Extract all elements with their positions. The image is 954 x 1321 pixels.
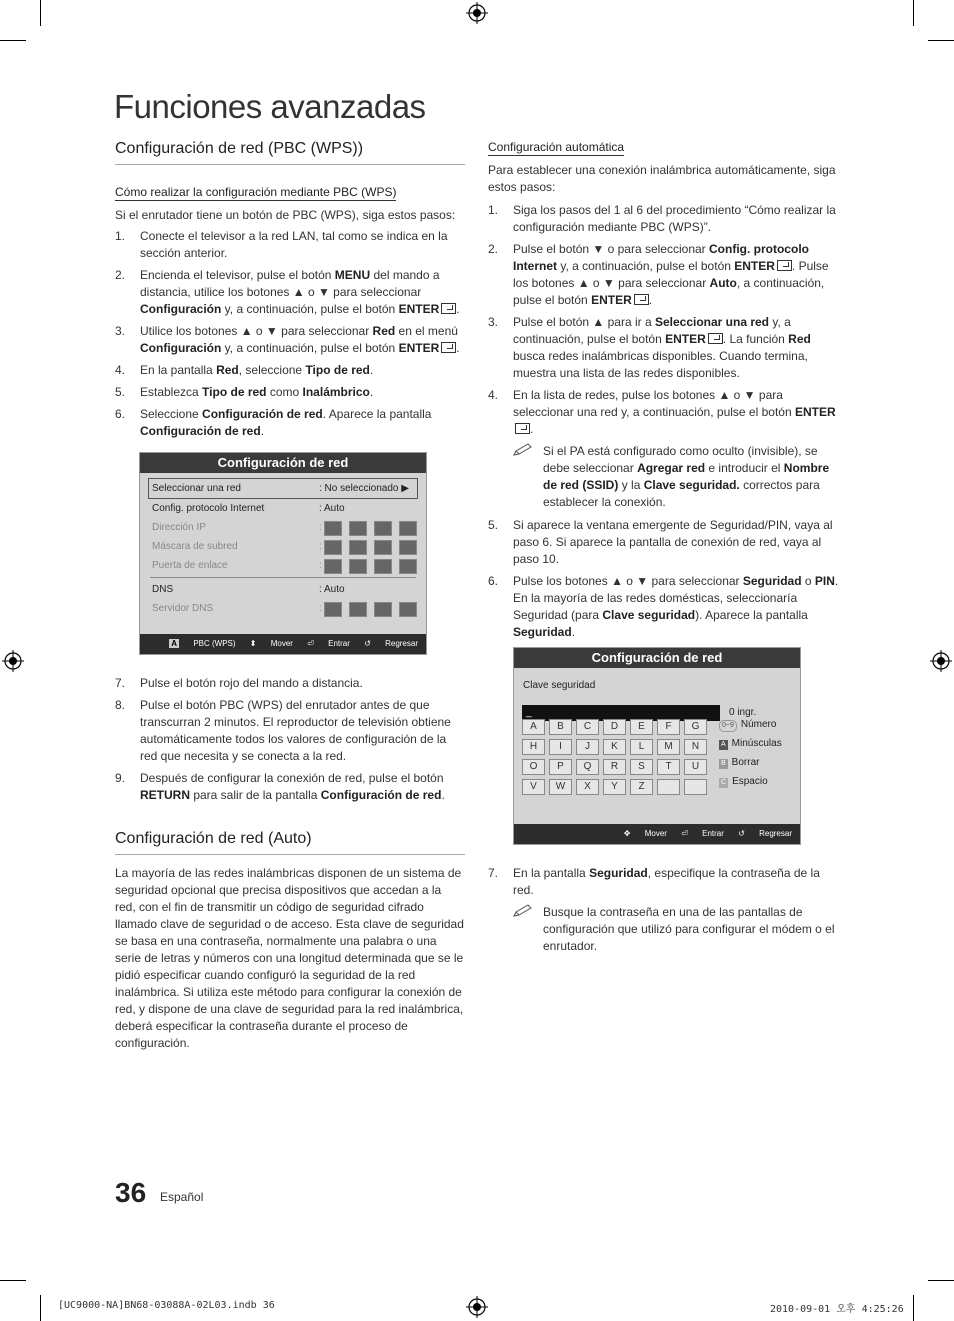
step-number: 2. (115, 268, 126, 282)
onscreen-keyboard (522, 719, 722, 799)
keyboard-key[interactable]: X (576, 779, 599, 795)
enter-label: Entrar (702, 829, 724, 838)
step-number: 7. (115, 676, 126, 690)
osd-footer (514, 824, 800, 844)
crop-mark (913, 0, 914, 26)
step-number: 5. (488, 518, 499, 532)
enter-hint: ⏎ Entrar (307, 639, 350, 648)
step-item (488, 865, 840, 899)
option-label: Minúsculas (731, 738, 782, 749)
note-pencil-icon (513, 904, 533, 918)
osd-row-label: Seleccionar una red (152, 483, 241, 494)
ip-octet-boxes (324, 602, 424, 624)
a-button-icon: A (721, 741, 726, 748)
keyboard-key[interactable]: G (684, 719, 707, 735)
step-item (115, 228, 465, 262)
keyboard-key[interactable]: D (603, 719, 626, 735)
intro-text: Para establecer una conexión inalámbrica automáticamente, siga estos pasos: (488, 163, 836, 194)
step-item (115, 770, 465, 804)
keyboard-key[interactable]: W (549, 779, 572, 795)
step-number: 3. (115, 324, 126, 338)
step-text: Conecte el televisor a la red LAN, tal como se indica en la sección anterior. (140, 229, 448, 260)
step-text: Utilice los botones ▲ o ▼ para seleccionar Red en el menú Configuración y, a continuación, pulse el botón ENTER . (140, 324, 460, 355)
keyboard-key[interactable]: I (549, 739, 572, 755)
step-text: Seleccione Configuración de red. Aparece la pantalla Configuración de red. (140, 407, 432, 438)
steps-list (488, 865, 840, 899)
intro-text: Si el enrutador tiene un botón de PBC (WPS), siga estos pasos: (115, 208, 456, 222)
subhead-auto-config: Configuración automática (488, 140, 625, 154)
step-text: Establezca Tipo de red como Inalámbrico. (140, 385, 374, 399)
page-title: Funciones avanzadas (114, 88, 426, 125)
keyboard-key[interactable]: T (657, 759, 680, 775)
option-label: Espacio (732, 776, 768, 787)
numbers-tag-icon: 0~9 (719, 720, 737, 732)
step-number: 1. (488, 203, 499, 217)
crop-mark (928, 1280, 954, 1281)
option-delete[interactable] (719, 753, 782, 772)
osd-row-value: : (319, 560, 322, 571)
step-text: Si aparece la ventana emergente de Seguridad/PIN, vaya al paso 6. Si aparece la pantalla de conexión de red, vaya al paso 10. (513, 518, 833, 566)
step-text: Pulse los botones ▲ o ▼ para seleccionar Seguridad o PIN. En la mayoría de las redes domésticas, seleccionaría Seguridad (para Clave seguridad). Aparece la pantalla Seguridad. (513, 574, 839, 639)
pbc-label: PBC (WPS) (193, 639, 236, 648)
keyboard-key[interactable] (684, 779, 707, 795)
registration-mark-icon (466, 2, 488, 24)
step-text: En la lista de redes, pulse los botones ▲ o ▼ para seleccionar una red y, a continuación, pulse el botón ENTER. (513, 388, 836, 436)
osd-row-label: Config. protocolo Internet (152, 503, 265, 514)
keyboard-key[interactable]: L (630, 739, 653, 755)
keyboard-key[interactable]: R (603, 759, 626, 775)
step-text: Pulse el botón ▼ o para seleccionar Config. protocolo Internet y, a continuación, pulse el botón ENTER . Pulse los botones ▲ o ▼ para seleccionar Auto, a continuación, pulse el botón ENTER . (513, 242, 829, 307)
security-key-label: Clave seguridad (523, 680, 596, 691)
step-item (115, 697, 465, 765)
step-item (115, 362, 465, 379)
osd-footer (140, 634, 426, 654)
registration-mark-icon (2, 650, 24, 672)
keyboard-options (719, 715, 782, 791)
step-item (115, 675, 465, 692)
step-item (115, 406, 465, 440)
move-label: Mover (644, 829, 667, 838)
step-text: Pulse el botón ▲ para ir a Seleccionar una red y, a continuación, pulse el botón ENTER . La función Red busca redes inalámbricas disponibles. Cuando termina, muestra una lista de las redes disponibles. (513, 315, 811, 380)
step-item (488, 202, 840, 236)
osd-row-label: Dirección IP (152, 522, 206, 533)
osd-row-select-network[interactable] (148, 478, 418, 499)
osd-security-key (513, 647, 801, 845)
osd-row-value: : (319, 603, 322, 614)
registration-mark-icon (466, 1296, 488, 1318)
step-text: Pulse el botón rojo del mando a distancia. (140, 676, 363, 690)
crop-mark (40, 0, 41, 26)
print-slug-right: 2010-09-01 오후 4:25:26 (770, 1304, 904, 1315)
crop-mark (913, 1295, 914, 1321)
security-key-input[interactable]: _ (522, 705, 720, 721)
osd-row-value: : No seleccionado ▶ (319, 483, 409, 494)
keyboard-key[interactable]: C (576, 719, 599, 735)
osd-row-gateway (140, 556, 426, 575)
keyboard-key[interactable]: K (603, 739, 626, 755)
keyboard-key[interactable]: U (684, 759, 707, 775)
keyboard-key[interactable]: B (549, 719, 572, 735)
back-label: Regresar (759, 829, 792, 838)
osd-row-dns[interactable] (140, 580, 426, 599)
step-text: Pulse el botón PBC (WPS) del enrutador antes de que transcurran 2 minutos. El reproductor de televisión obtiene automáticamente todos los valores de configuración de la red que necesita y se conecta a la red. (140, 698, 451, 763)
step-number: 7. (488, 866, 499, 880)
osd-row-value: : Auto (319, 503, 345, 514)
keyboard-key[interactable]: S (630, 759, 653, 775)
note (513, 904, 840, 955)
crop-mark (0, 1280, 26, 1281)
step-item (115, 384, 465, 401)
section-body-auto: La mayoría de las redes inalámbricas disponen de un sistema de seguridad opcional que precisa dispositivos que accedan a la red, con el fin de transmitir un código de seguridad cifrado llamado clave de seguridad o de acceso. Esta clave de seguridad se basa en una contraseña, normalmente una palabra o una serie de letras y números con una longitud determinada que se le pidió especificar cuando configuró la seguridad de la red inalámbrica. Si utiliza este método para configurar la conexión de red, y dispone de una clave de seguridad para la red inalámbrica, deberá especificar la contraseña durante el proceso de configuración. (115, 866, 464, 1050)
step-number: 3. (488, 315, 499, 329)
enter-hint: ⏎ Entrar (681, 829, 724, 838)
keyboard-key[interactable]: Z (630, 779, 653, 795)
step-text: Siga los pasos del 1 al 6 del procedimiento “Cómo realizar la configuración mediante PBC (WPS)”. (513, 203, 836, 234)
step-item (488, 314, 840, 382)
osd-row-value: : Auto (319, 584, 345, 595)
page-number: 36 (115, 1177, 147, 1208)
steps-list (115, 228, 465, 440)
step-text: En la pantalla Seguridad, especifique la contraseña de la red. (513, 866, 820, 897)
back-hint: ↺ Regresar (738, 829, 792, 838)
keyboard-key[interactable]: Q (576, 759, 599, 775)
keyboard-key[interactable]: A (522, 719, 545, 735)
steps-list (488, 517, 840, 641)
back-label: Regresar (385, 639, 418, 648)
step-number: 8. (115, 698, 126, 712)
pbc-hint (169, 639, 235, 648)
option-numbers[interactable] (719, 715, 782, 734)
step-number: 9. (115, 771, 126, 785)
osd-row-label: Puerta de enlace (152, 560, 228, 571)
step-item (488, 241, 840, 309)
keyboard-key[interactable]: F (657, 719, 680, 735)
step-text: En la pantalla Red, seleccione Tipo de red. (140, 363, 374, 377)
left-column (115, 136, 465, 1056)
section-title-auto: Configuración de red (Auto) (115, 826, 465, 855)
section-title-pbc: Configuración de red (PBC (WPS)) (115, 136, 465, 165)
crop-mark (928, 40, 954, 41)
osd-row-subnet-mask (140, 537, 426, 556)
step-item (115, 267, 465, 318)
step-number: 6. (115, 407, 126, 421)
step-number: 4. (488, 388, 499, 402)
move-hint: ✥ Mover (623, 829, 667, 838)
back-hint: ↺ Regresar (364, 639, 418, 648)
step-number: 1. (115, 229, 126, 243)
b-button-icon: B (721, 760, 726, 767)
step-text: Encienda el televisor, pulse el botón MENU del mando a distancia, utilice los botones ▲ o ▼ para seleccionar Configuración y, a continuación, pulse el botón ENTER . (140, 268, 460, 316)
crop-mark (0, 40, 26, 41)
option-lowercase[interactable] (719, 734, 782, 753)
osd-row-value: : (319, 541, 322, 552)
note (513, 443, 840, 511)
step-item (488, 387, 840, 438)
step-item (488, 517, 840, 568)
print-slug-left: [UC9000-NA]BN68-03088A-02L03.indb 36 (58, 1300, 275, 1311)
keyboard-key[interactable]: V (522, 779, 545, 795)
step-number: 4. (115, 363, 126, 377)
osd-row-dns-server (140, 599, 426, 618)
red-a-button-icon: A (171, 639, 178, 648)
osd-row-label: DNS (152, 584, 174, 595)
enter-label: Entrar (328, 639, 350, 648)
subhead-pbc: Cómo realizar la configuración mediante PBC (WPS) (115, 185, 397, 199)
osd-network-settings (139, 452, 427, 655)
keyboard-key[interactable]: P (549, 759, 572, 775)
ip-octet-boxes (324, 559, 424, 581)
keyboard-key[interactable]: M (657, 739, 680, 755)
osd-row-ip-address (140, 518, 426, 537)
keyboard-key[interactable]: J (576, 739, 599, 755)
step-number: 6. (488, 574, 499, 588)
move-label: Mover (270, 639, 293, 648)
move-hint: ⬍ Mover (249, 639, 293, 648)
steps-list (115, 675, 465, 804)
option-space[interactable] (719, 772, 782, 791)
step-text: Después de configurar la conexión de red, pulse el botón RETURN para salir de la pantalla Configuración de red. (140, 771, 445, 802)
keyboard-key[interactable]: O (522, 759, 545, 775)
keyboard-key[interactable] (657, 779, 680, 795)
osd-row-ip-protocol[interactable] (140, 499, 426, 518)
option-label: Borrar (731, 757, 760, 768)
keyboard-key[interactable]: Y (603, 779, 626, 795)
step-number: 5. (115, 385, 126, 399)
char-count: 0 ingr. (729, 707, 757, 718)
registration-mark-icon (930, 650, 952, 672)
keyboard-key[interactable]: H (522, 739, 545, 755)
note-text: Busque la contraseña en una de las pantallas de configuración que utilizó para configurar el módem o el enrutador. (543, 905, 835, 953)
keyboard-key[interactable]: N (684, 739, 707, 755)
step-item (115, 323, 465, 357)
osd-title: Configuración de red (514, 648, 800, 668)
right-column (488, 136, 840, 959)
osd-title: Configuración de red (140, 453, 426, 473)
osd-row-value: : (319, 522, 322, 533)
note-pencil-icon (513, 443, 533, 457)
option-label: Número (740, 719, 777, 730)
keyboard-key[interactable]: E (630, 719, 653, 735)
c-button-icon: C (721, 779, 727, 786)
step-number: 2. (488, 242, 499, 256)
steps-list (488, 202, 840, 438)
crop-mark (40, 1295, 41, 1321)
note-text: Si el PA está configurado como oculto (invisible), se debe seleccionar Agregar red e introducir el Nombre de red (SSID) y la Clave seguridad. correctos para establecer la conexión. (543, 444, 830, 509)
osd-row-label: Servidor DNS (152, 603, 214, 614)
page-language: Español (160, 1190, 204, 1204)
osd-row-label: Máscara de subred (152, 541, 238, 552)
step-item (488, 573, 840, 641)
